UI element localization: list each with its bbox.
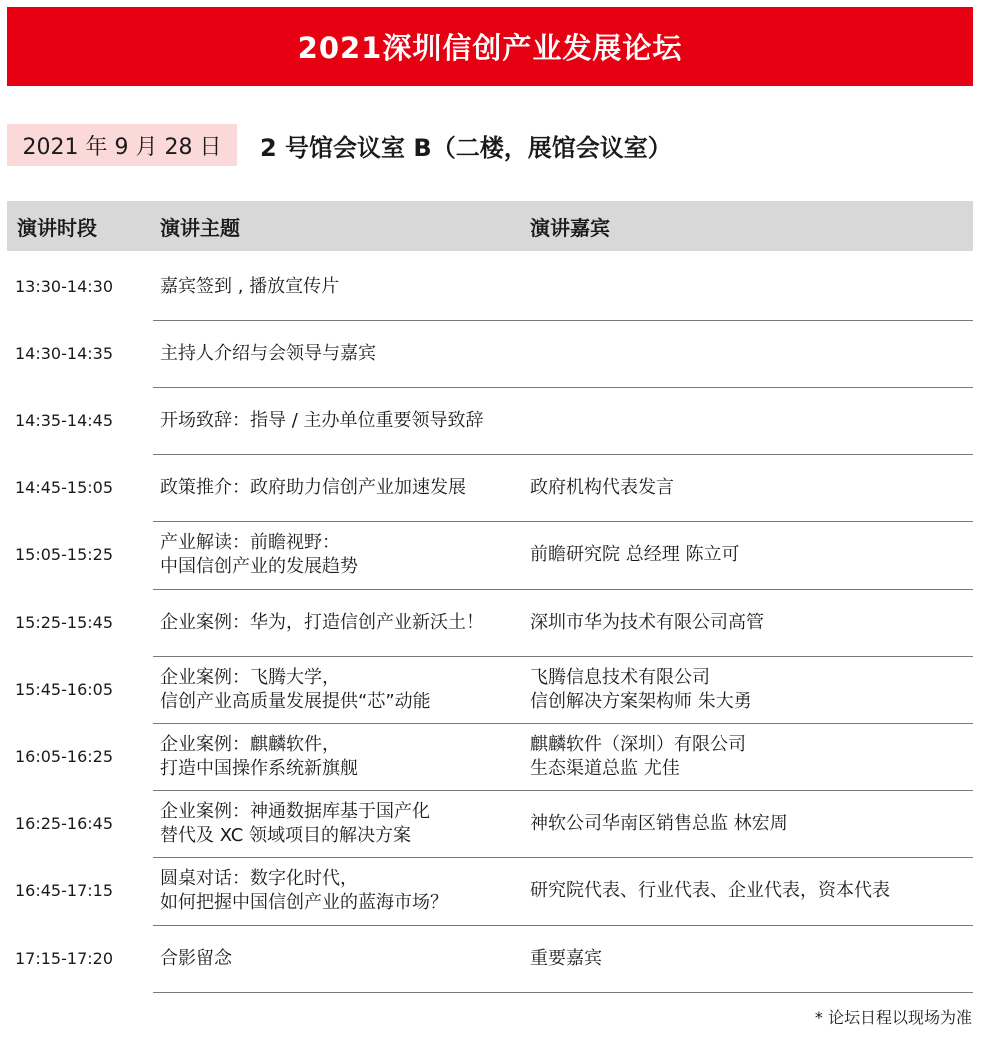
table-row (0, 723, 984, 790)
time-cell: 15:25-15:45 (15, 612, 113, 632)
time-cell: 14:45-15:05 (15, 478, 113, 498)
topic-cell: 产业解读：前瞻视野： 中国信创产业的发展趋势 (160, 532, 358, 578)
table-row (0, 791, 984, 858)
table-row (0, 320, 984, 387)
topic-cell: 企业案例：麒麟软件， 打造中国操作系统新旗舰 (160, 733, 358, 779)
table-header (7, 201, 973, 251)
time-cell: 14:30-14:35 (15, 343, 113, 363)
speaker-cell: 前瞻研究院 总经理 陈立可 (530, 544, 740, 566)
topic-cell: 嘉宾签到 , 播放宣传片 (160, 275, 340, 297)
time-cell: 14:35-14:45 (15, 410, 113, 430)
speaker-cell (530, 253, 970, 320)
speaker-cell (530, 320, 970, 387)
topic-cell: 政策推介：政府助力信创产业加速发展 (160, 477, 466, 499)
header-time: 演讲时段 (17, 215, 97, 240)
topic-cell: 企业案例：神通数据库基于国产化 替代及 XC 领域项目的解决方案 (160, 801, 430, 847)
footnote: * 论坛日程以现场为准 (814, 1008, 972, 1027)
venue-label: 2 号馆会议室 B（二楼，展馆会议室） (260, 133, 672, 162)
topic-cell: 企业案例：华为，打造信创产业新沃土！ (160, 611, 484, 633)
speaker-cell: 麒麟软件（深圳）有限公司 生态渠道总监 尤佳 (530, 733, 746, 779)
page-title: 2021深圳信创产业发展论坛 (297, 31, 683, 65)
speaker-cell: 重要嘉宾 (530, 947, 602, 969)
table-row (0, 925, 984, 992)
topic-cell: 企业案例：飞腾大学， 信创产业高质量发展提供“芯”动能 (160, 666, 431, 712)
row-divider (153, 992, 973, 993)
table-row (0, 656, 984, 723)
header-topic: 演讲主题 (160, 215, 240, 240)
topic-cell: 主持人介绍与会领导与嘉宾 (160, 342, 376, 364)
time-cell: 16:45-17:15 (15, 881, 113, 901)
table-row (0, 589, 984, 656)
topic-cell: 开场致辞：指导 / 主办单位重要领导致辞 (160, 409, 484, 431)
time-cell: 15:05-15:25 (15, 545, 113, 565)
table-row (0, 522, 984, 589)
speaker-cell: 飞腾信息技术有限公司 信创解决方案架构师 朱大勇 (530, 666, 752, 712)
table-row (0, 858, 984, 925)
topic-cell: 合影留念 (160, 947, 232, 969)
time-cell: 15:45-16:05 (15, 679, 113, 699)
speaker-cell: 深圳市华为技术有限公司高管 (530, 611, 764, 633)
time-cell: 16:05-16:25 (15, 746, 113, 766)
title-banner (7, 7, 973, 86)
table-row (0, 253, 984, 320)
header-speaker: 演讲嘉宾 (530, 215, 610, 240)
speaker-cell: 政府机构代表发言 (530, 477, 674, 499)
speaker-cell (530, 387, 970, 454)
table-row (0, 387, 984, 454)
topic-cell: 圆桌对话：数字化时代， 如何把握中国信创产业的蓝海市场？ (160, 868, 448, 914)
time-cell: 13:30-14:30 (15, 276, 113, 296)
date-badge: 2021 年 9 月 28 日 (7, 124, 237, 166)
time-cell: 16:25-16:45 (15, 814, 113, 834)
table-row (0, 455, 984, 522)
time-cell: 17:15-17:20 (15, 948, 113, 968)
speaker-cell: 神软公司华南区销售总监 林宏周 (530, 813, 788, 835)
speaker-cell: 研究院代表、行业代表、企业代表，资本代表 (530, 880, 890, 902)
